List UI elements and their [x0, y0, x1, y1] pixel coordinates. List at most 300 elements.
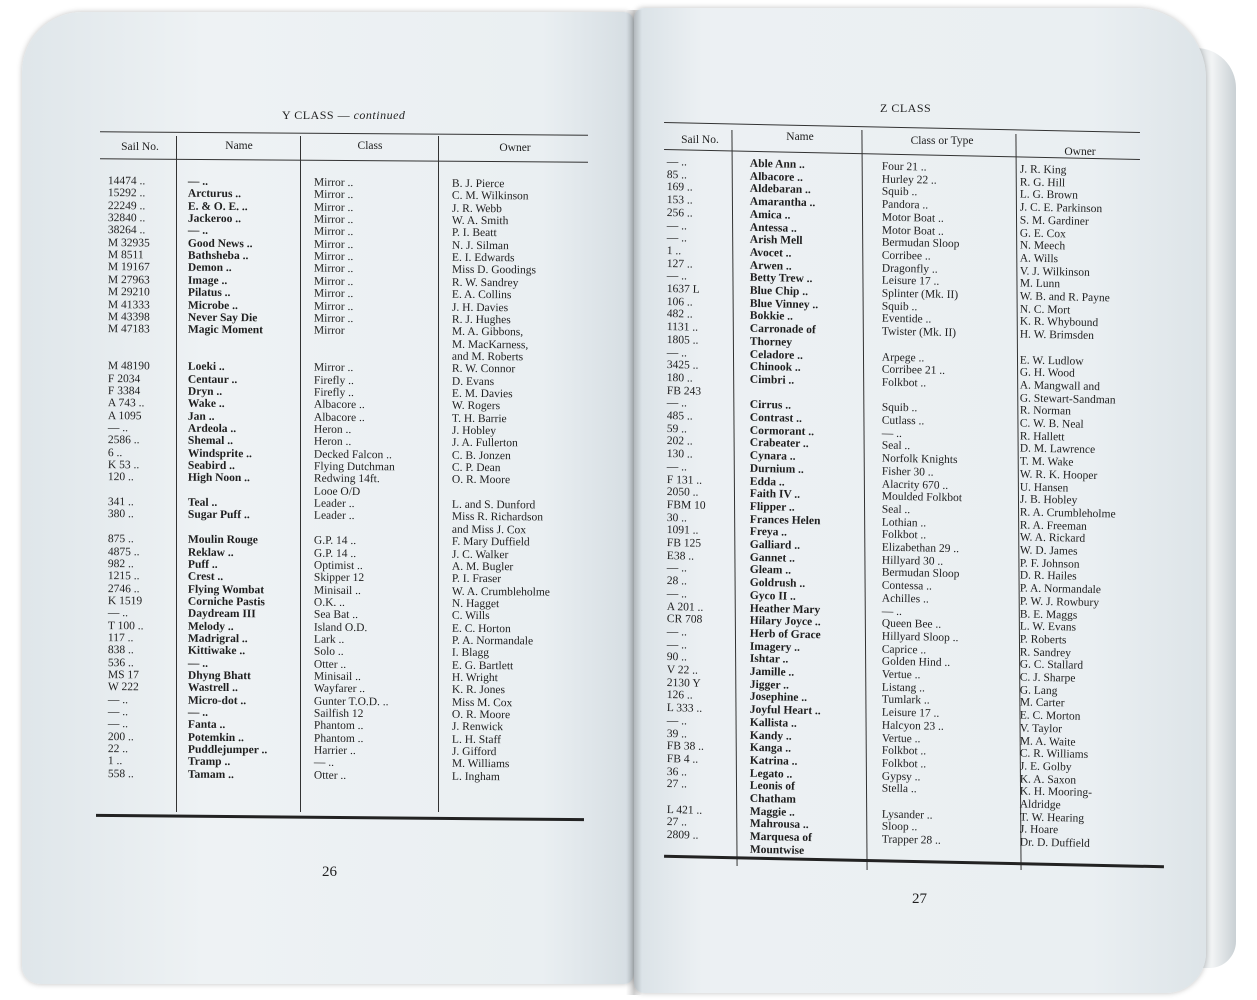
cell-class: Hillyard 30 ..: [881, 554, 944, 568]
cell-owner: E. A. Collins: [451, 288, 512, 302]
cell-class: Squib ..: [881, 300, 918, 313]
cell-owner: R. G. Hill: [1019, 176, 1066, 190]
cell-class: Leader ..: [313, 510, 355, 523]
cell-sail-no: 106 ..: [666, 295, 693, 309]
cell-class: Leader ..: [313, 497, 355, 511]
cell-sail-no: 3425 ..: [666, 359, 699, 372]
cell-sail-no: FB 4 ..: [666, 752, 699, 766]
cell-sail-no: 200 ..: [107, 730, 134, 744]
cell-name: Jamille ..: [749, 665, 795, 679]
cell-name: Crest ..: [187, 570, 224, 584]
cell-sail-no: — ..: [666, 156, 688, 169]
cell-sail-no: 1131 ..: [666, 321, 699, 334]
cell-sail-no: 1637 L: [666, 283, 700, 296]
cell-owner: and M. Roberts: [451, 350, 524, 364]
cell-name: Thorney: [749, 335, 793, 349]
cell-class: Mirror ..: [313, 287, 354, 301]
page-number: 27: [912, 891, 927, 907]
cell-class: Mirror ..: [313, 201, 354, 214]
cell-class: Mirror ..: [313, 312, 354, 325]
cell-class: Elizabethan 29 ..: [881, 541, 960, 556]
cell-owner: W. D. James: [1019, 544, 1078, 558]
cell-name: Katrina ..: [749, 754, 798, 768]
cell-owner: W. A. Smith: [451, 214, 509, 228]
cell-owner: J. A. Fullerton: [451, 437, 518, 450]
cell-owner: J. B. Hobley: [1019, 493, 1078, 507]
cell-owner: C. P. Dean: [451, 461, 501, 475]
cell-sail-no: K 1519: [107, 594, 143, 608]
cell-sail-no: 558 ..: [107, 767, 134, 781]
cell-class: G.P. 14 ..: [313, 534, 357, 548]
cell-name: Fanta ..: [187, 719, 226, 732]
cell-class: Bermudan Sloop: [881, 236, 960, 251]
cell-owner: F. Mary Duffield: [451, 535, 530, 549]
cell-owner: W. B. and R. Payne: [1019, 290, 1110, 305]
cell-sail-no: M 43398: [107, 310, 150, 324]
cell-class: Hurley 22 ..: [881, 173, 937, 187]
cell-owner: U. Hansen: [1019, 480, 1069, 494]
cell-sail-no: 1 ..: [107, 755, 123, 768]
cell-owner: W. R. K. Hooper: [1019, 468, 1098, 482]
cell-sail-no: A 743 ..: [107, 397, 145, 410]
cell-sail-no: 27 ..: [666, 816, 688, 829]
cell-owner: L. G. Brown: [1019, 188, 1079, 203]
cell-name: Hilary Joyce ..: [749, 614, 821, 629]
cell-owner: N. C. Mort: [1019, 303, 1071, 317]
cell-owner: H. Wright: [451, 671, 498, 685]
cell-sail-no: CR 708: [666, 613, 703, 626]
cell-sail-no: — ..: [666, 460, 688, 474]
cell-sail-no: 120 ..: [107, 471, 134, 484]
cell-class: Mirror ..: [313, 238, 354, 251]
cell-class: Heron ..: [313, 436, 352, 449]
cell-sail-no: MS 17: [107, 669, 139, 682]
cell-class: O.K. ..: [313, 596, 345, 609]
cell-owner: W. A. Rickard: [1019, 531, 1086, 546]
cell-class: Listang ..: [881, 681, 926, 695]
cell-name: Centaur ..: [187, 373, 238, 386]
cell-class: Squib ..: [881, 185, 918, 199]
cell-name: Never Say Die: [187, 311, 258, 325]
table-bottom-rule: [664, 855, 1164, 868]
cell-sail-no: — ..: [107, 718, 129, 731]
cell-sail-no: 202 ..: [666, 435, 693, 448]
cell-name: — ..: [187, 706, 209, 719]
cell-name: Corniche Pastis: [187, 595, 265, 609]
cell-class: Solo ..: [313, 645, 344, 659]
cell-name: High Noon ..: [187, 472, 250, 485]
cell-name: Carronade of: [749, 322, 816, 337]
cell-name: Durnium ..: [749, 462, 804, 476]
cell-owner: L. and S. Dunford: [451, 498, 536, 512]
cell-owner: L. W. Evans: [1019, 620, 1077, 634]
cell-class: Dragonfly ..: [881, 262, 938, 276]
cell-owner: B. J. Pierce: [451, 177, 505, 191]
cell-owner: E. I. Edwards: [451, 251, 515, 265]
cell-sail-no: V 22 ..: [666, 664, 699, 677]
cell-sail-no: E38 ..: [666, 549, 695, 563]
cell-sail-no: 90 ..: [666, 651, 688, 664]
cell-class: Seal ..: [881, 439, 911, 453]
cell-name: Mahrousa ..: [749, 818, 809, 832]
cell-sail-no: 59 ..: [666, 422, 688, 436]
cell-sail-no: 14474 ..: [107, 175, 146, 188]
cell-class: — ..: [881, 605, 903, 618]
cell-class: Flying Dutchman: [313, 460, 395, 474]
cell-sail-no: — ..: [666, 232, 688, 245]
cell-sail-no: — ..: [107, 706, 129, 719]
cell-owner: E. W. Ludlow: [1019, 353, 1084, 368]
cell-name: Able Ann ..: [749, 157, 805, 171]
cell-class: Vertue ..: [881, 668, 921, 682]
cell-class: Gunter T.O.D. ..: [313, 695, 389, 708]
cell-name: Ardeola ..: [187, 422, 237, 436]
cell-sail-no: M 48190: [107, 360, 150, 373]
column-divider: [861, 130, 867, 870]
cell-sail-no: 4875 ..: [107, 545, 140, 558]
cell-owner: C. R. Williams: [1019, 747, 1089, 762]
cell-name: Dhyng Bhatt: [187, 669, 251, 683]
cell-owner: M. Lunn: [1019, 277, 1061, 291]
cell-sail-no: 982 ..: [107, 557, 134, 571]
cell-class: Optimist ..: [313, 559, 363, 572]
cell-name: Blue Chip ..: [749, 284, 809, 299]
cell-name: Arish Mell: [749, 233, 803, 248]
cell-name: Wake ..: [187, 397, 225, 411]
cell-sail-no: 1091 ..: [666, 524, 699, 538]
cell-sail-no: 2050 ..: [666, 486, 699, 499]
heading-continued: continued: [353, 108, 406, 122]
cell-class: Mirror ..: [313, 250, 354, 264]
cell-name: Dryn ..: [187, 385, 223, 398]
cell-sail-no: — ..: [666, 346, 688, 359]
cell-sail-no: M 27963: [107, 273, 150, 287]
cell-owner: W. A. Crumbleholme: [451, 585, 550, 599]
cell-sail-no: K 53 ..: [107, 459, 140, 472]
cell-class: Tumlark ..: [881, 693, 930, 707]
cell-class: Achilles ..: [881, 592, 929, 606]
cell-name: Antessa ..: [749, 221, 797, 235]
cell-name: Gleam ..: [749, 564, 792, 578]
cell-class: Mirror ..: [313, 300, 354, 313]
cell-name: Sugar Puff ..: [187, 509, 250, 522]
cell-sail-no: — ..: [666, 714, 688, 728]
cell-sail-no: 15292 ..: [107, 187, 146, 200]
cell-owner: G. C. Stallard: [1019, 658, 1084, 673]
cell-owner: R. J. Hughes: [451, 313, 511, 327]
cell-class: Firefly ..: [313, 374, 354, 387]
cell-owner: C. M. Wilkinson: [451, 190, 529, 203]
cell-name: Puff ..: [187, 558, 218, 571]
cell-owner: D. R. Hailes: [1019, 569, 1077, 584]
cell-owner: J. R. Webb: [451, 202, 502, 215]
cell-sail-no: 875 ..: [107, 533, 134, 546]
cell-name: E. & O. E. ..: [187, 200, 248, 213]
cell-owner: V. J. Wilkinson: [1019, 265, 1090, 279]
cell-class: Mirror ..: [313, 226, 354, 239]
cell-sail-no: 22 ..: [107, 743, 129, 756]
cell-sail-no: FB 125: [666, 537, 702, 550]
cell-owner: J. R. King: [1019, 163, 1067, 177]
cell-name: Contrast ..: [749, 411, 803, 425]
cell-name: Blue Vinney ..: [749, 297, 819, 311]
cell-name: Tamam ..: [187, 768, 234, 781]
cell-sail-no: 6 ..: [107, 446, 123, 459]
cell-name: Chatham: [749, 792, 796, 806]
cell-sail-no: 30 ..: [666, 511, 688, 525]
cell-name: Wastrell ..: [187, 682, 238, 695]
cell-owner: and Miss J. Cox: [451, 523, 527, 537]
cell-class: Mirror ..: [313, 189, 354, 202]
cell-owner: R. A. Freeman: [1019, 519, 1087, 533]
column-divider: [731, 130, 737, 866]
cell-class: Norfolk Knights: [881, 452, 958, 467]
cell-owner: K. R. Jones: [451, 684, 506, 697]
cell-class: Cutlass ..: [881, 414, 925, 428]
cell-sail-no: L 333 ..: [666, 702, 703, 715]
cell-name: Image ..: [187, 274, 228, 287]
cell-class: Folkbot ..: [881, 376, 927, 390]
cell-class: Splinter (Mk. II): [881, 287, 959, 302]
cell-class: G.P. 14 ..: [313, 547, 357, 560]
cell-sail-no: M 47183: [107, 323, 150, 336]
cell-name: Flipper ..: [749, 500, 795, 514]
cell-owner: P. F. Johnson: [1019, 557, 1080, 571]
cell-sail-no: 126 ..: [666, 689, 693, 702]
cell-class: Four 21 ..: [881, 160, 927, 174]
cell-owner: P. Roberts: [1019, 633, 1067, 647]
cell-owner: Miss D. Goodings: [451, 264, 537, 277]
cell-owner: J. C. Walker: [451, 548, 509, 561]
cell-class: Harrier ..: [313, 744, 356, 758]
cell-class: Mirror ..: [313, 176, 354, 189]
cell-name: Albacore ..: [749, 170, 804, 184]
cell-owner: Miss R. Richardson: [451, 511, 544, 524]
cell-class: Corribee ..: [881, 249, 931, 263]
cell-name: Kandy ..: [749, 729, 792, 743]
cell-class: Minisail ..: [313, 584, 361, 597]
cell-class: Golden Hind ..: [881, 655, 951, 670]
cell-name: Kittiwake ..: [187, 644, 246, 658]
cell-name: Cimbri ..: [749, 373, 795, 387]
cell-owner: H. W. Brimsden: [1019, 328, 1095, 343]
cell-class: Albacore ..: [313, 398, 365, 412]
cell-name: Betty Trew ..: [749, 272, 813, 286]
cell-owner: M. Williams: [451, 758, 510, 771]
column-header-class: Class: [357, 140, 383, 152]
cell-owner: G. E. Cox: [1019, 226, 1066, 240]
cell-owner: N. Hagget: [451, 597, 500, 611]
cell-owner: J. E. Golby: [1019, 760, 1072, 774]
cell-owner: Dr. D. Duffield: [1019, 836, 1090, 851]
cell-owner: E. G. Bartlett: [451, 659, 514, 672]
cell-sail-no: W 222: [107, 681, 139, 694]
cell-sail-no: A 201 ..: [666, 600, 704, 614]
cell-owner: C. J. Sharpe: [1019, 671, 1076, 685]
cell-owner: M. A. Gibbons,: [451, 325, 524, 339]
cell-name: Cirrus ..: [749, 399, 792, 412]
cell-owner: E. C. Horton: [451, 622, 511, 635]
cell-name: Celadore ..: [749, 348, 804, 362]
cell-owner: T. H. Barrie: [451, 412, 507, 425]
cell-sail-no: — ..: [666, 625, 688, 639]
cell-class: Moulded Folkbot: [881, 490, 963, 505]
cell-sail-no: 1805 ..: [666, 333, 699, 347]
cell-class: Island O.D.: [313, 621, 368, 634]
cell-sail-no: 36 ..: [666, 765, 688, 779]
cell-owner: J. Hobley: [451, 424, 497, 438]
cell-owner: J. Hoare: [1019, 823, 1059, 837]
cell-sail-no: 482 ..: [666, 308, 693, 321]
cell-name: Faith IV ..: [749, 487, 801, 502]
cell-owner: N. J. Silman: [451, 239, 509, 252]
cell-name: Teal ..: [187, 496, 218, 510]
cell-name: Legato ..: [749, 767, 793, 781]
cell-name: Arwen ..: [749, 259, 792, 273]
cell-class: Folkbot ..: [881, 757, 927, 771]
cell-class: Gypsy ..: [881, 770, 921, 783]
cell-owner: J. H. Davies: [451, 301, 509, 314]
cell-class: Leisure 17 ..: [881, 706, 940, 720]
cell-class: Folkbot ..: [881, 744, 927, 758]
cell-name: Amarantha ..: [749, 195, 816, 210]
cell-name: Bokkie ..: [749, 310, 794, 324]
cell-owner: Aldridge: [1019, 798, 1061, 812]
cell-name: Imagery ..: [749, 640, 801, 654]
cell-owner: P. A. Normandale: [1019, 582, 1102, 597]
cell-owner: A. Mangwall and: [1019, 379, 1101, 394]
cell-class: Bermudan Sloop: [881, 566, 960, 581]
cell-owner: L. Ingham: [451, 770, 500, 783]
cell-name: Windsprite ..: [187, 447, 253, 460]
cell-name: Mountwise: [749, 843, 805, 857]
cell-sail-no: 2746 ..: [107, 582, 140, 595]
column-header-owner: Owner: [1064, 146, 1096, 158]
cell-class: Redwing 14ft.: [313, 473, 380, 486]
cell-class: Trapper 28 ..: [881, 833, 941, 847]
cell-class: Alacrity 670 ..: [881, 478, 949, 492]
cell-class: Sailfish 12: [313, 707, 364, 721]
cell-owner: K. A. Saxon: [1019, 773, 1077, 787]
cell-owner: D. Evans: [451, 375, 495, 388]
cell-class: Heron ..: [313, 423, 352, 436]
cell-class: Seal ..: [881, 503, 911, 517]
cell-sail-no: 28 ..: [666, 575, 688, 588]
cell-sail-no: 380 ..: [107, 508, 134, 521]
cell-class: Mirror: [313, 324, 345, 338]
cell-sail-no: 180 ..: [666, 371, 693, 385]
cell-owner: M. Carter: [1019, 696, 1065, 710]
cell-name: Shemal ..: [187, 435, 234, 448]
cell-sail-no: M 29210: [107, 286, 150, 299]
cell-name: Heather Mary: [749, 602, 821, 616]
cell-name: Kanga ..: [749, 741, 792, 755]
cell-name: Micro-dot ..: [187, 694, 247, 707]
cell-sail-no: — ..: [107, 607, 129, 620]
cell-name: Gyco II ..: [749, 589, 796, 603]
cell-owner: P. I. Beatt: [451, 227, 497, 240]
cell-owner: C. Wills: [451, 610, 490, 623]
cell-sail-no: — ..: [666, 270, 688, 283]
cell-class: Stella ..: [881, 782, 917, 796]
cell-name: Reklaw ..: [187, 546, 234, 559]
cell-sail-no: 2130 Y: [666, 676, 701, 690]
cell-name: Josephine ..: [749, 691, 808, 705]
column-header-owner: Owner: [499, 142, 531, 154]
cell-owner: J. Gifford: [451, 745, 497, 759]
cell-sail-no: 169 ..: [666, 181, 693, 194]
cell-name: Seabird ..: [187, 459, 235, 473]
cell-name: Bathsheba ..: [187, 249, 249, 263]
cell-sail-no: M 8511: [107, 249, 144, 262]
cell-sail-no: T 100 ..: [107, 619, 144, 632]
cell-sail-no: 117 ..: [107, 632, 134, 645]
cell-class: Phantom ..: [313, 720, 364, 733]
cell-owner: K. H. Mooring-: [1019, 785, 1093, 800]
cell-sail-no: F 131 ..: [666, 473, 703, 487]
cell-owner: R. Hallett: [1019, 430, 1065, 444]
cell-name: Daydream III: [187, 607, 256, 621]
cell-name: Avocet ..: [749, 246, 792, 260]
cell-owner: K. R. Whybound: [1019, 315, 1099, 330]
cell-class: Otter ..: [313, 769, 347, 782]
cell-class: Eventide ..: [881, 312, 932, 326]
cell-name: Potemkin ..: [187, 731, 244, 744]
column-header-sail-no: Sail No.: [121, 141, 159, 153]
cell-sail-no: 2586 ..: [107, 434, 140, 447]
cell-sail-no: FB 243: [666, 384, 702, 398]
cell-class: Hillyard Sloop ..: [881, 630, 959, 645]
cell-name: Cormorant ..: [749, 424, 815, 438]
cell-class: Lothian ..: [881, 516, 927, 530]
cell-class: Queen Bee ..: [881, 617, 942, 631]
cell-class: Sloop ..: [881, 820, 918, 834]
cell-owner: I. Blagg: [451, 647, 490, 660]
cell-owner: S. M. Gardiner: [1019, 214, 1089, 228]
cell-class: Motor Boat ..: [881, 224, 944, 238]
cell-name: Kallista ..: [749, 716, 797, 730]
cell-sail-no: 127 ..: [666, 257, 693, 271]
cell-name: Loeki ..: [187, 360, 225, 374]
cell-owner: J. C. E. Parkinson: [1019, 201, 1103, 216]
cell-name: Melody ..: [187, 620, 234, 633]
cell-sail-no: — ..: [666, 638, 688, 652]
cell-owner: O. R. Moore: [451, 708, 511, 722]
cell-name: Gannet ..: [749, 551, 796, 565]
cell-sail-no: 130 ..: [666, 448, 693, 461]
cell-name: Joyful Heart ..: [749, 703, 821, 718]
cell-sail-no: 85 ..: [666, 168, 688, 182]
cell-sail-no: — ..: [666, 562, 688, 575]
cell-sail-no: 39 ..: [666, 727, 688, 740]
cell-sail-no: 153 ..: [666, 194, 693, 207]
cell-sail-no: 1215 ..: [107, 570, 140, 583]
cell-owner: A. M. Bugler: [451, 560, 514, 574]
cell-owner: G. Stewart-Sandman: [1019, 392, 1116, 407]
cell-class: Squib ..: [881, 401, 918, 415]
cell-name: Cynara ..: [749, 449, 796, 463]
cell-sail-no: F 3384: [107, 385, 141, 398]
cell-name: — ..: [187, 225, 209, 238]
cell-name: — ..: [187, 657, 209, 670]
cell-sail-no: — ..: [666, 397, 688, 410]
cell-class: Skipper 12: [313, 571, 365, 585]
cell-sail-no: 32840 ..: [107, 212, 146, 225]
cell-sail-no: 536 ..: [107, 656, 134, 669]
cell-class: Wayfarer ..: [313, 683, 366, 696]
cell-owner: N. Meech: [1019, 239, 1066, 253]
cell-class: Lark ..: [313, 633, 345, 646]
